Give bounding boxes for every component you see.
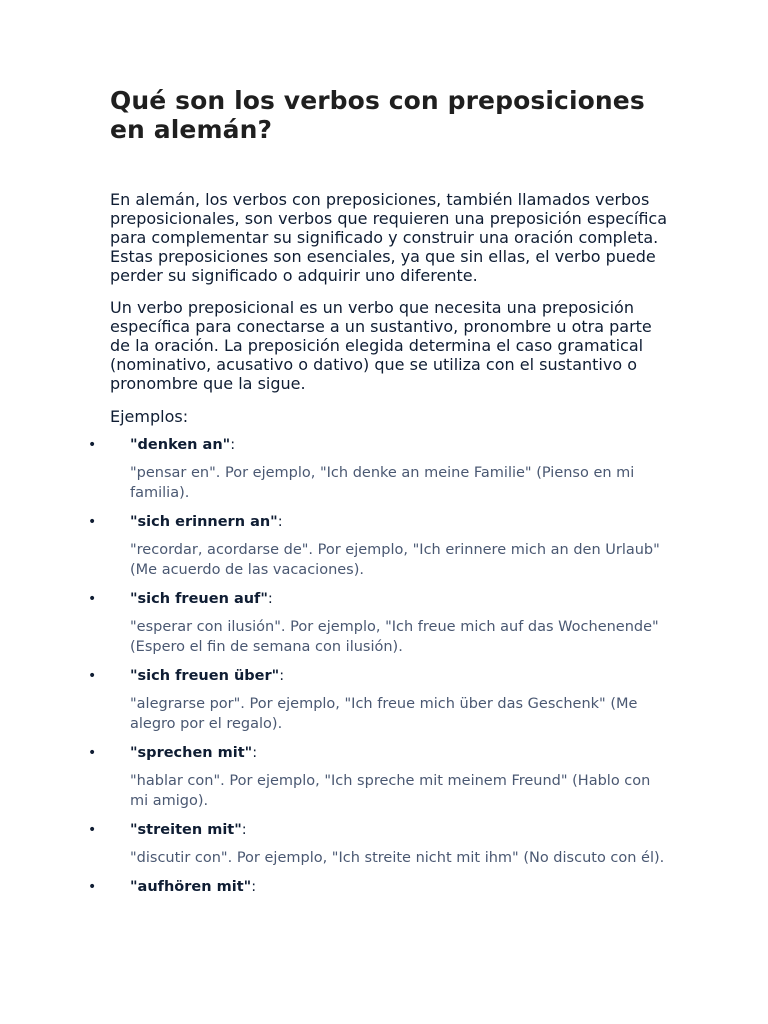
example-term: "sprechen mit"	[130, 745, 253, 761]
examples-list	[88, 436, 668, 897]
bullet-icon: •	[88, 668, 97, 684]
term-colon: :	[267, 591, 273, 607]
term-colon: :	[277, 514, 283, 530]
example-term-line	[130, 667, 668, 686]
example-item	[88, 513, 668, 580]
example-term-line	[130, 590, 668, 609]
example-term-line	[130, 744, 668, 763]
example-item	[88, 436, 668, 503]
intro-paragraph: En alemán, los verbos con preposiciones, también llamados verbos preposicionales, son verbos que requieren una preposición específica para complementar su significado y construir una oración completa. Estas preposiciones son esenciales, ya que sin ellas, el verbo puede perder su significado o adquirir uno diferente.	[110, 190, 667, 285]
term-colon: :	[230, 437, 236, 453]
example-item	[88, 878, 668, 897]
example-item	[88, 590, 668, 657]
example-term-line	[130, 513, 668, 532]
example-item	[88, 821, 668, 868]
page-title: Qué son los verbos con preposiciones en alemán?	[110, 86, 645, 144]
example-description: "hablar con". Por ejemplo, "Ich spreche mit meinem Freund" (Hablo con mi amigo).	[130, 773, 651, 809]
example-term: "streiten mit"	[130, 822, 242, 838]
example-description: "pensar en". Por ejemplo, "Ich denke an meine Familie" (Pienso en mi familia).	[130, 465, 635, 501]
bullet-icon: •	[88, 591, 97, 607]
definition-paragraph: Un verbo preposicional es un verbo que necesita una preposición específica para conectarse a un sustantivo, pronombre u otra parte de la oración. La preposición elegida determina el caso gramatical (nominativo, acusativo o dativo) que se utiliza con el sustantivo o pronombre que la sigue.	[110, 298, 652, 393]
example-term: "denken an"	[130, 437, 231, 453]
example-description: "recordar, acordarse de". Por ejemplo, "Ich erinnere mich an den Urlaub" (Me acuerdo de las vacaciones).	[130, 542, 660, 578]
examples-label: Ejemplos:	[110, 407, 189, 426]
example-term-line	[130, 821, 668, 840]
bullet-icon: •	[88, 822, 97, 838]
example-description: "alegrarse por". Por ejemplo, "Ich freue mich über das Geschenk" (Me alegro por el regalo).	[130, 696, 638, 732]
term-colon: :	[241, 822, 247, 838]
example-term-line	[130, 436, 668, 455]
example-item	[88, 744, 668, 811]
bullet-icon: •	[88, 879, 97, 895]
example-term: "sich erinnern an"	[130, 514, 278, 530]
example-term: "sich freuen über"	[130, 668, 280, 684]
term-colon: :	[279, 668, 285, 684]
term-colon: :	[252, 745, 258, 761]
example-description: "esperar con ilusión". Por ejemplo, "Ich freue mich auf das Wochenende" (Espero el fin de semana con ilusión).	[130, 619, 659, 655]
bullet-icon: •	[88, 514, 97, 530]
example-term: "sich freuen auf"	[130, 591, 268, 607]
example-term-line	[130, 878, 668, 897]
bullet-icon: •	[88, 437, 97, 453]
example-item	[88, 667, 668, 734]
example-term: "aufhören mit"	[130, 879, 252, 895]
term-colon: :	[251, 879, 257, 895]
bullet-icon: •	[88, 745, 97, 761]
example-description: "discutir con". Por ejemplo, "Ich streite nicht mit ihm" (No discuto con él).	[130, 850, 665, 866]
